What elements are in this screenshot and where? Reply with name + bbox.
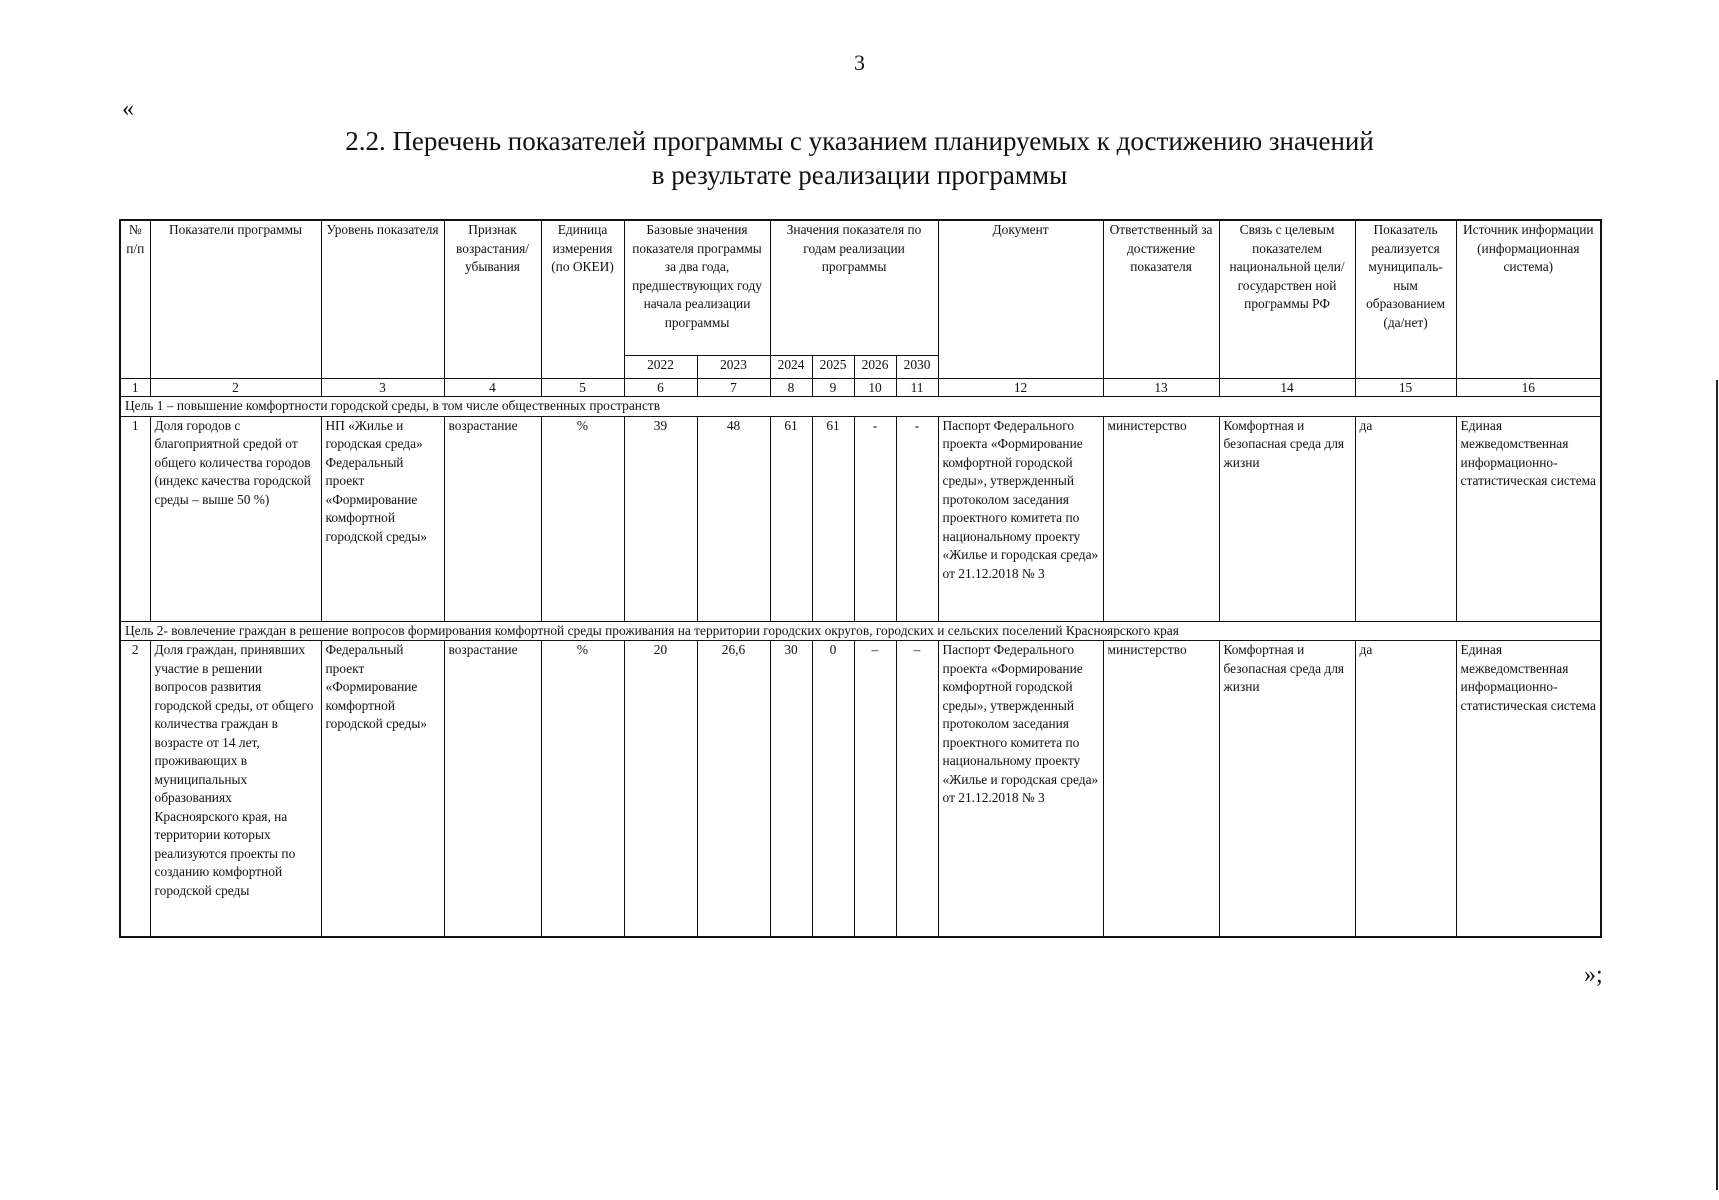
column-number: 7 (697, 379, 770, 397)
page-number: 3 (854, 50, 865, 75)
indicator-cell: Доля городов с благоприятной средой от общего количества городов (индекс качества городской среды – выше 50 %) (150, 416, 321, 621)
header-year-2026: 2026 (854, 355, 896, 378)
header-document: Документ (938, 220, 1103, 379)
unit-cell: % (541, 416, 624, 621)
value-2024-cell: 30 (770, 641, 812, 938)
header-year-values: Значения показателя по годам реализации программы (770, 220, 938, 355)
table-row (120, 416, 1601, 621)
header-indicator: Показатели программы (150, 220, 321, 379)
column-number: 11 (896, 379, 938, 397)
link-cell: Комфортная и безопасная среда для жизни (1219, 416, 1355, 621)
column-number: 9 (812, 379, 854, 397)
base-2023-cell: 48 (697, 416, 770, 621)
header-num: № п/п (120, 220, 150, 379)
column-number: 16 (1456, 379, 1601, 397)
header-year-2030: 2030 (896, 355, 938, 378)
header-link: Связь с целевым показателем национальной цели/государствен ной программы РФ (1219, 220, 1355, 379)
opening-quote-mark: « (122, 96, 134, 122)
header-responsible: Ответственный за достижение показателя (1103, 220, 1219, 379)
responsible-cell: министерство (1103, 416, 1219, 621)
page-title (0, 124, 1719, 192)
column-number: 6 (624, 379, 697, 397)
municipal-cell: да (1355, 641, 1456, 938)
value-2030-cell: - (896, 416, 938, 621)
header-trend: Признак возрастания/ убывания (444, 220, 541, 379)
goal-1-text: Цель 1 – повышение комфортности городской среды, в том числе общественных пространств (120, 397, 1601, 417)
header-level: Уровень показателя (321, 220, 444, 379)
level-cell: Федеральный проект «Формирование комфортной городской среды» (321, 641, 444, 938)
header-source: Источник информации (информационная система) (1456, 220, 1601, 379)
column-number: 3 (321, 379, 444, 397)
value-2024-cell: 61 (770, 416, 812, 621)
municipal-cell: да (1355, 416, 1456, 621)
column-number: 14 (1219, 379, 1355, 397)
header-year-2025: 2025 (812, 355, 854, 378)
value-2025-cell: 61 (812, 416, 854, 621)
document-cell: Паспорт Федерального проекта «Формирование комфортной городской среды», утвержденный протоколом заседания проектного комитета по национальному проекту «Жилье и городская среда» от 21.12.2018 № 3 (938, 416, 1103, 621)
indicators-table (119, 219, 1602, 938)
column-number: 4 (444, 379, 541, 397)
header-year-2023: 2023 (697, 355, 770, 378)
row-number: 2 (120, 641, 150, 938)
base-2022-cell: 39 (624, 416, 697, 621)
column-number: 5 (541, 379, 624, 397)
value-2030-cell: – (896, 641, 938, 938)
header-base-values: Базовые значения показателя программы за два года, предшествующих году начала реализации программы (624, 220, 770, 355)
scan-edge-line (1716, 380, 1718, 1190)
responsible-cell: министерство (1103, 641, 1219, 938)
source-cell: Единая межведомственная информационно-статистическая система (1456, 641, 1601, 938)
unit-cell: % (541, 641, 624, 938)
indicator-cell: Доля граждан, принявших участие в решении вопросов развития городской среды, от общего количества граждан в возрасте от 14 лет, проживающих в муниципальных образованиях Красноярского края, на территории которых реализуются проекты по созданию комфортной городской среды (150, 641, 321, 938)
goal-2-row (120, 621, 1601, 641)
table-row (120, 641, 1601, 938)
value-2026-cell: - (854, 416, 896, 621)
column-number: 1 (120, 379, 150, 397)
title-line-2: в результате реализации программы (651, 160, 1068, 190)
column-number: 12 (938, 379, 1103, 397)
column-number: 2 (150, 379, 321, 397)
header-year-2024: 2024 (770, 355, 812, 378)
trend-cell: возрастание (444, 641, 541, 938)
base-2022-cell: 20 (624, 641, 697, 938)
title-line-1: 2.2. Перечень показателей программы с указанием планируемых к достижению значений (345, 126, 1374, 156)
closing-quote-mark: »; (1584, 962, 1603, 988)
row-number: 1 (120, 416, 150, 621)
header-municipal: Показатель реализуется муниципаль-ным образованием (да/нет) (1355, 220, 1456, 379)
goal-2-text: Цель 2- вовлечение граждан в решение вопросов формирования комфортной среды проживания на территории городских округов, городских и сельских поселений Красноярского края (120, 621, 1601, 641)
goal-1-row (120, 397, 1601, 417)
column-number: 15 (1355, 379, 1456, 397)
base-2023-cell: 26,6 (697, 641, 770, 938)
header-year-2022: 2022 (624, 355, 697, 378)
document-cell: Паспорт Федерального проекта «Формирование комфортной городской среды», утвержденный протоколом заседания проектного комитета по национальному проекту «Жилье и городская среда» от 21.12.2018 № 3 (938, 641, 1103, 938)
link-cell: Комфортная и безопасная среда для жизни (1219, 641, 1355, 938)
trend-cell: возрастание (444, 416, 541, 621)
column-numbers-row (120, 379, 1601, 397)
column-number: 10 (854, 379, 896, 397)
column-number: 13 (1103, 379, 1219, 397)
value-2026-cell: – (854, 641, 896, 938)
level-cell: НП «Жилье и городская среда» Федеральный проект «Формирование комфортной городской среды» (321, 416, 444, 621)
header-row (120, 220, 1601, 355)
column-number: 8 (770, 379, 812, 397)
source-cell: Единая межведомственная информационно-статистическая система (1456, 416, 1601, 621)
header-unit: Единица измерения (по ОКЕИ) (541, 220, 624, 379)
value-2025-cell: 0 (812, 641, 854, 938)
